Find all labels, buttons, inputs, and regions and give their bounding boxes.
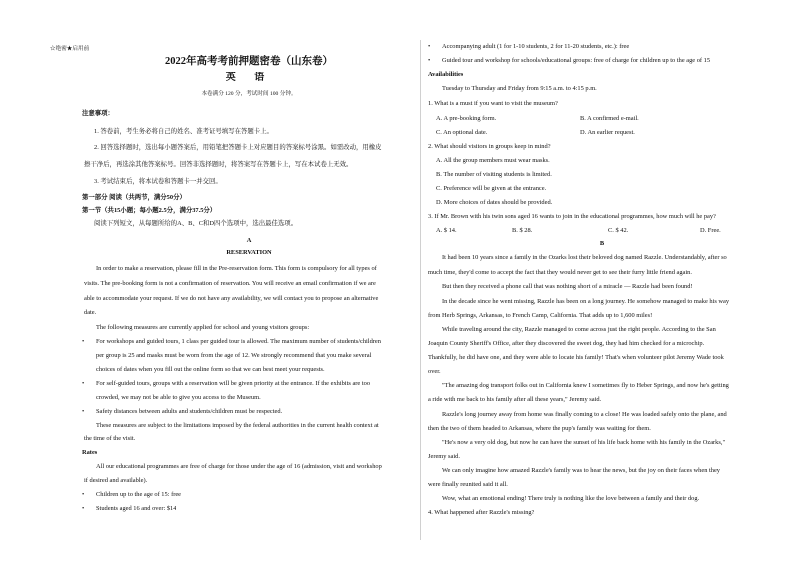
passage-line: much time, they'd come to accept the fact that they would never get to see their furry little friend again. [428,269,692,276]
question-stem: 2. What should visitors in groups keep in mind? [428,143,551,150]
column-divider [420,40,421,540]
passage-title: RESERVATION [226,249,272,256]
rates-heading: Rates [82,449,98,456]
notice-item: 擦干净后，再选涂其他答案标号。回答非选择题时，将答案写在答题卡上，写在本试卷上无效。 [84,161,353,168]
passage-line: The following measures are currently applied for school and young visitors groups: [96,324,310,331]
option-a[interactable]: A. $ 14. [436,227,457,234]
question-stem: 3. If Mr. Brown with his twin sons aged 16 wants to join in the educational programmes, how much will he pay? [428,213,716,220]
passage-line: "The amazing dog transport folks out in California knew I sometimes fly to Heber Springs, and now he's getting [442,382,729,389]
option-b[interactable]: B. The number of visiting students is limited. [436,171,552,178]
passage-line: from Herb Springs, Arkansas, to French Camp, California. That adds up to 1,600 miles! [428,312,653,319]
notice-item: 3. 考试结束后，将本试卷和答题卡一并交回。 [94,178,222,185]
passage-line: In the decade since he went missing, Razzle has been on a long journey. He somehow managed to make his way [442,298,730,305]
bullet-marker: • [82,505,85,512]
passage-line: Joaquin County Sheriff's Office, after they discovered the sweet dog, they had him checked for a microchip. [428,340,705,347]
exam-info: 本卷满分 120 分，考试时间 100 分钟。 [201,91,297,97]
passage-line: able to accommodate your request. If we do not have any availability, we will contact you to propose an alternative [84,295,379,302]
passage-letter: A [246,237,252,244]
option-a[interactable]: A. All the group members must wear masks. [436,157,550,164]
subject-title: 英 语 [225,72,273,83]
rates-line: if desired and available). [84,477,148,484]
measure-line: For workshops and guided tours, 1 class per guided tour is allowed. The maximum number of students/children [96,338,381,345]
section-instruction: 阅读下列短文，从每题所给的A、B、C和D四个选项中，选出最佳选项。 [94,220,298,227]
passage-line: Wow, what an emotional ending! There truly is nothing like the love between a family and their dog. [442,495,700,502]
measure-line: For self-guided tours, groups with a reservation will be given priority at the entrance. If the exhibits are too [96,380,371,387]
passage-line: over. [428,368,441,375]
passage-line: the time of the visit. [84,435,136,442]
availabilities-heading: Availabilities [428,71,464,78]
notice-item: 2. 回答选择题时，选出每小题答案后，用铅笔把答题卡上对应题目的答案标号涂黑。如需改动，用橡皮 [94,144,382,151]
measure-line: Safety distances between adults and students/children must be respected. [96,408,283,415]
option-d[interactable]: D. An earlier request. [580,129,635,136]
question-stem: 4. What happened after Razzle's missing? [428,509,535,516]
notice-item: 1. 答卷前，考生务必将自己的姓名、准考证号填写在答题卡上。 [94,128,273,135]
passage-line: We can only imagine how amazed Razzle's family was to hear the news, but the joy on their faces when they [442,467,721,474]
passage-line: were finally reunited said it all. [428,481,508,488]
passage-line: visits. The pre-booking form is not a confirmation of reservation. You will receive an email confirmation if we are [84,280,376,287]
passage-letter: B [599,240,605,247]
rates-line: All our educational programmes are free of charge for those under the age of 16 (admission, visit and workshop [96,463,382,470]
measure-line: choices of dates when you fill out the online form so that we can best meet your requests. [96,366,325,373]
passage-line: While traveling around the city, Razzle managed to come across just the right people. According to the San [442,326,716,333]
passage-line: It had been 10 years since a family in the Ozarks lost their beloved dog named Razzle. Understandably, after so [442,254,727,261]
option-c[interactable]: C. Preference will be given at the entrance. [436,185,547,192]
bullet-marker: • [82,408,85,415]
option-c[interactable]: C. $ 42. [608,227,629,234]
passage-line: These measures are subject to the limitations imposed by the federal authorities in the current health context at [96,422,379,429]
option-d[interactable]: D. Free. [700,227,721,234]
part-heading: 第一部分 阅读（共两节，满分50分） [82,194,186,201]
passage-line: Jeremy said. [428,453,460,460]
bullet-marker: • [428,43,431,50]
section-heading: 第一节（共15小题；每小题2.5分，满分37.5分） [82,207,217,214]
passage-line: date. [84,309,97,316]
passage-line: Razzle's long journey away from home was finally coming to a close! He was loaded safely onto the plane, and [442,411,727,418]
passage-line: "He's now a very old dog, but now he can have the sunset of his life back home with his family in the Ozarks," [442,439,726,446]
notice-heading: 注意事项： [82,110,114,117]
passage-line: a ride with me back to his family after all these years," Jeremy said. [428,396,602,403]
option-b[interactable]: B. A confirmed e-mail. [580,115,639,122]
rate-item: Students aged 16 and over: $14 [96,505,177,512]
option-a[interactable]: A. A pre-booking form. [436,115,497,122]
bullet-marker: • [428,57,431,64]
option-d[interactable]: D. More choices of dates should be provided. [436,199,553,206]
exam-title: 2022年高考考前押题密卷（山东卷） [165,56,333,67]
option-b[interactable]: B. $ 28. [512,227,533,234]
measure-line: crowded, we may not be able to give you access to the Museum. [96,394,261,401]
measure-line: per group is 25 and masks must be worn from the age of 12. We strongly recommend that you make several [96,352,372,359]
rate-item: Accompanying adult (1 for 1-10 students, 2 for 11-20 students, etc.): free [442,43,630,50]
rate-item: Children up to the age of 15: free [96,491,182,498]
rate-item: Guided tour and workshop for schools/educational groups: free of charge for children up to the age of 15 [442,57,711,64]
passage-line: But then they received a phone call that was nothing short of a miracle — Razzle had been found! [442,283,693,290]
passage-line: Thankfully, he did have one, and they were able to locate his family! That's when volunteer pilot Jeremy Wade took [428,354,724,361]
passage-line: In order to make a reservation, please fill in the Pre-reservation form. This form is compulsory for all types of [96,265,377,272]
bullet-marker: • [82,380,85,387]
option-c[interactable]: C. An optional date. [436,129,488,136]
availabilities-line: Tuesday to Thursday and Friday from 9:15 a.m. to 4:15 p.m. [442,85,597,92]
bullet-marker: • [82,338,85,345]
bullet-marker: • [82,491,85,498]
question-stem: 1. What is a must if you want to visit the museum? [428,100,558,107]
confidential-tag: ☆绝密★启用前 [50,46,90,52]
passage-line: then the two of them headed to Arkansas, where the pup's family was waiting for them. [428,425,651,432]
